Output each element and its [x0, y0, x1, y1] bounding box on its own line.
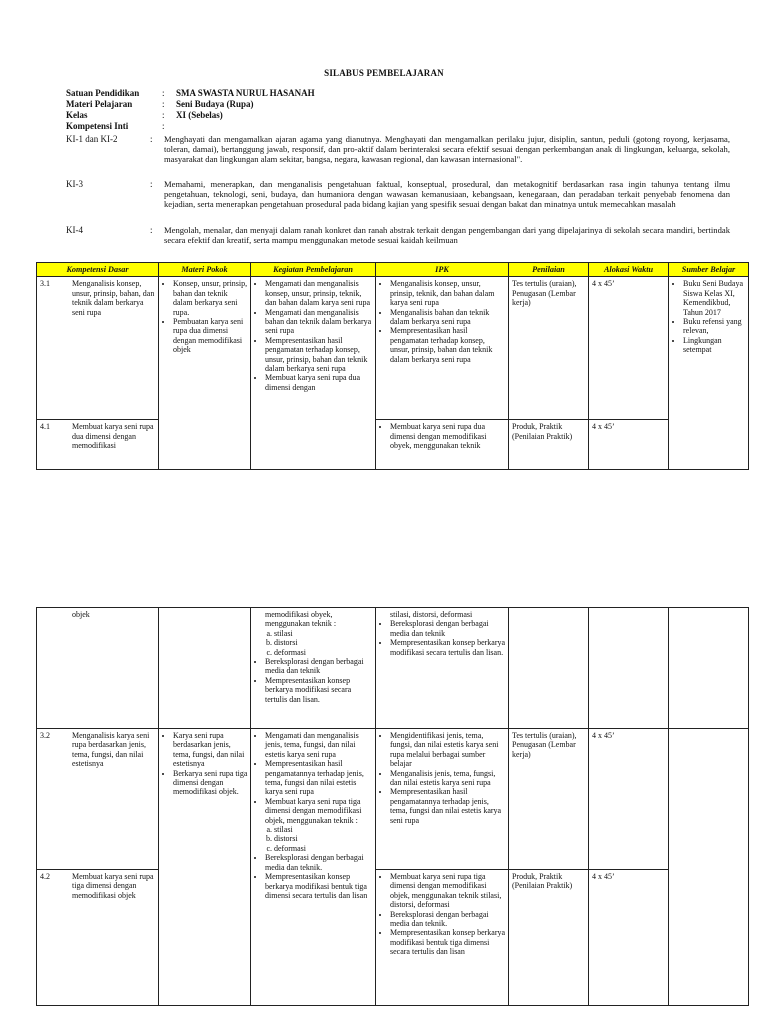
- list-item: • Lingkungan setempat: [683, 336, 746, 355]
- penilaian-cell: Produk, Praktik (Penilaian Praktik): [509, 870, 589, 1006]
- kd-cell: [37, 608, 159, 729]
- ki-label: KI-1 dan KI-2: [66, 134, 118, 144]
- syllabus-table-page1: [36, 262, 749, 470]
- list-item: • Pembuatan karya seni rupa dua dimensi dengan memodifikasi objek: [173, 317, 248, 355]
- header-materi-pokok: Materi Pokok: [159, 263, 251, 277]
- kegiatan-cell: [251, 608, 376, 729]
- meta-colon: :: [162, 99, 165, 109]
- ki-colon: :: [150, 225, 153, 235]
- ki-block-3: [0, 179, 768, 221]
- list-item: • Karya seni rupa berdasarkan jenis, tema, fungsi, dan nilai estetisnya: [173, 731, 248, 769]
- kd-number: 4.2: [40, 872, 50, 881]
- ki-colon: :: [150, 134, 153, 144]
- list-item: a. stilasi: [274, 629, 373, 638]
- kd-text: Membuat karya seni rupa tiga dimensi dengan memodifikasi objek: [72, 872, 154, 900]
- kd-cell: [37, 729, 159, 870]
- header-alokasi-waktu: Alokasi Waktu: [589, 263, 669, 277]
- meta-label: Satuan Pendidikan: [66, 88, 140, 98]
- header-sumber-belajar: Sumber Belajar: [669, 263, 749, 277]
- syllabus-table-page2: [36, 607, 749, 1006]
- ki-text: Menghayati dan mengamalkan ajaran agama yang dianutnya. Menghayati dan mengamalkan perilaku jujur, disiplin, santun, peduli (gotong royong, kerjasama, toleran, damai), bertanggung jawab, responsif, dan pro-aktif dalam berinteraksi secara efektif sesuai dengan perkembangan anak di lingkungan, keluarga, sekolah, masyarakat dan lingkungan alam sekitar, bangsa, negara, kawasan regional, dan kawasan internasional".: [164, 134, 730, 164]
- list-item: b. distorsi: [274, 834, 373, 843]
- list-item: • Mengamati dan menganalisis bahan dan teknik dalam berkarya seni rupa: [265, 308, 373, 336]
- ki-text: Memahami, menerapkan, dan menganalisis pengetahuan faktual, konseptual, prosedural, dan metakognitif berdasarkan rasa ingin tahunya tentang ilmu pengetahuan, teknologi, seni, budaya, dan humaniora dengan wawasan kemanusiaan, kebangsaan, kenegaraan, dan peradaban terkait penyebab fenomena dan kejadian, serta menerapkan pengetahuan prosedural pada bidang kajian yang spesifik sesuai dengan bakat dan minatnya untuk memecahkan masalah: [164, 179, 730, 209]
- materi-cell: [159, 729, 251, 1006]
- list-item: • Buku refensi yang relevan,: [683, 317, 746, 336]
- penilaian-cell: Produk, Praktik (Penilaian Praktik): [509, 420, 589, 470]
- sumber-cell: [669, 729, 749, 1006]
- ki-colon: :: [150, 179, 153, 189]
- list-item: • Bereksplorasi dengan berbagai media dan teknik.: [390, 910, 506, 929]
- ipk-cell: [376, 870, 509, 1006]
- list-item: b. distorsi: [274, 638, 373, 647]
- document-title: SILABUS PEMBELAJARAN: [324, 68, 444, 78]
- kd-cell: [37, 420, 159, 470]
- kd-cell: [37, 870, 159, 1006]
- list-item: • Mempresentasikan hasil pengamatan terhadap konsep, unsur, prinsip, bahan dan teknik dalam berkarya seni rupa: [390, 326, 506, 364]
- kegiatan-cell: [251, 729, 376, 1006]
- ipk-intro: stilasi, distorsi, deformasi: [390, 610, 473, 619]
- meta-label: Kompetensi Inti: [66, 121, 129, 131]
- kegiatan-intro: memodifikasi obyek, menggunakan teknik :: [265, 610, 337, 629]
- list-item: c. deformasi: [274, 648, 373, 657]
- ipk-cell: [376, 277, 509, 420]
- list-item: • Mempresentasikan hasil pengamatannya terhadap jenis, tema, fungsi dan nilai estetis karya seni rupa: [390, 787, 506, 825]
- kd-text: objek: [72, 610, 90, 619]
- alokasi-cell: [589, 608, 669, 729]
- sumber-cell: [669, 277, 749, 470]
- meta-row-kelas: [0, 110, 768, 120]
- meta-colon: :: [162, 110, 165, 120]
- meta-row-materi: [0, 99, 768, 109]
- kd-number: 3.1: [40, 279, 50, 289]
- list-item: • Mempresentasikan konsep berkarya modifikasi secara tertulis dan lisan.: [265, 676, 373, 704]
- list-item: • Mengamati dan menganalisis jenis, tema, fungsi, dan nilai estetis karya seni rupa: [265, 731, 373, 759]
- header-penilaian: Penilaian: [509, 263, 589, 277]
- header-kegiatan: Kegiatan Pembelajaran: [251, 263, 376, 277]
- list-item: • Mempresentasikan konsep berkarya modifikasi bentuk tiga dimensi secara tertulis dan lisan: [265, 872, 373, 900]
- sumber-cell: [669, 608, 749, 729]
- ki-text: Mengolah, menalar, dan menyaji dalam ranah konkret dan ranah abstrak terkait dengan pengembangan dari yang dipelajarinya di sekolah secara mandiri, bertindak secara efektif dan kreatif, serta mampu menggunakan metode sesuai kaidah keilmuan: [164, 225, 730, 245]
- kd-number: 4.1: [40, 422, 50, 432]
- penilaian-cell: [509, 608, 589, 729]
- list-item: • Bereksplorasi dengan berbagai media dan teknik.: [265, 853, 373, 872]
- kd-cell: [37, 277, 159, 420]
- list-item: • Mempresentasikan konsep berkarya modifikasi secara tertulis dan lisan.: [390, 638, 506, 657]
- ki-label: KI-4: [66, 225, 83, 235]
- list-item: • Mempresentasikan hasil pengamatan terhadap konsep, unsur, prinsip, bahan dan teknik dalam berkarya seni rupa: [265, 336, 373, 374]
- ipk-cell: [376, 420, 509, 470]
- list-item: • Menganalisis konsep, unsur, prinsip, teknik, dan bahan dalam karya seni rupa: [390, 279, 506, 307]
- list-item: a. stilasi: [274, 825, 373, 834]
- meta-label: Materi Pelajaran: [66, 99, 133, 109]
- table-header-row: [37, 263, 749, 277]
- list-item: • Mempresentasikan hasil pengamatannya terhadap jenis, tema, fungsi dan nilai estetis karya seni rupa: [265, 759, 373, 797]
- kd-number: 3.2: [40, 731, 50, 740]
- list-item: • Bereksplorasi dengan berbagai media dan teknik: [390, 619, 506, 638]
- list-item: • Konsep, unsur, prinsip, bahan dan teknik dalam berkarya seni rupa.: [173, 279, 248, 317]
- list-item: c. deformasi: [274, 844, 373, 853]
- kd-text: Menganalisis konsep, unsur, prinsip, bahan, dan teknik dalam berkarya seni rupa: [72, 279, 155, 317]
- alokasi-cell: 4 x 45’: [589, 870, 669, 1006]
- materi-cell: [159, 277, 251, 470]
- table-row: [37, 608, 749, 729]
- meta-colon: :: [162, 88, 165, 98]
- table-row: [37, 729, 749, 870]
- list-item: • Membuat karya seni rupa tiga dimensi dengan memodifikasi objek, menggunakan teknik :: [265, 797, 373, 825]
- ki-label: KI-3: [66, 179, 83, 189]
- list-item: • Membuat karya seni rupa dua dimensi dengan: [265, 373, 373, 392]
- list-item: • Bereksplorasi dengan berbagai media dan teknik: [265, 657, 373, 676]
- list-item: • Buku Seni Budaya Siswa Kelas XI, Kemendikbud, Tahun 2017: [683, 279, 746, 317]
- table-row: [37, 420, 749, 470]
- meta-value: SMA SWASTA NURUL HASANAH: [176, 88, 315, 98]
- header-kompetensi-dasar: Kompetensi Dasar: [37, 263, 159, 277]
- alokasi-cell: 4 x 45’: [589, 277, 669, 420]
- table-row: [37, 277, 749, 420]
- meta-row-satuan: [0, 88, 768, 98]
- kd-text: Membuat karya seni rupa dua dimensi dengan memodifikasi: [72, 422, 154, 451]
- list-item: • Membuat karya seni rupa tiga dimensi dengan memodifikasi objek, menggunakan teknik stilasi, distorsi, deformasi: [390, 872, 506, 910]
- penilaian-cell: Tes tertulis (uraian), Penugasan (Lembar kerja): [509, 729, 589, 870]
- meta-row-kompetensi-inti: [0, 121, 768, 131]
- kd-text: Menganalisis karya seni rupa berdasarkan jenis, tema, fungsi, dan nilai estetisnya: [72, 731, 150, 769]
- list-item: • Mengamati dan menganalisis konsep, unsur, prinsip, teknik, dan bahan dalam karya seni rupa: [265, 279, 373, 307]
- list-item: • Mempresentasikan konsep berkarya modifikasi bentuk tiga dimensi secara tertulis dan lisan: [390, 928, 506, 956]
- list-item: • Menganalisis bahan dan teknik dalam berkarya seni rupa: [390, 308, 506, 327]
- kegiatan-cell: [251, 277, 376, 470]
- alokasi-cell: 4 x 45’: [589, 729, 669, 870]
- table-row: [37, 870, 749, 1006]
- meta-value: XI (Sebelas): [176, 110, 223, 120]
- ipk-cell: [376, 608, 509, 729]
- ipk-cell: [376, 729, 509, 870]
- header-ipk: IPK: [376, 263, 509, 277]
- list-item: • Berkarya seni rupa tiga dimensi dengan memodifikasi objek.: [173, 769, 248, 797]
- list-item: • Menganalisis jenis, tema, fungsi, dan nilai estetis karya seni rupa: [390, 769, 506, 788]
- alokasi-cell: 4 x 45’: [589, 420, 669, 470]
- list-item: • Membuat karya seni rupa dua dimensi dengan memodifikasi obyek, menggunakan teknik: [390, 422, 506, 450]
- penilaian-cell: Tes tertulis (uraian), Penugasan (Lembar kerja): [509, 277, 589, 420]
- meta-label: Kelas: [66, 110, 88, 120]
- meta-value: Seni Budaya (Rupa): [176, 99, 254, 109]
- ki-block-1: [0, 134, 768, 176]
- meta-colon: :: [162, 121, 165, 131]
- materi-cell: [159, 608, 251, 729]
- ki-block-4: [0, 225, 768, 247]
- list-item: • Mengidentifikasi jenis, tema, fungsi, dan nilai estetis karya seni rupa melalui berbagai sumber belajar: [390, 731, 506, 769]
